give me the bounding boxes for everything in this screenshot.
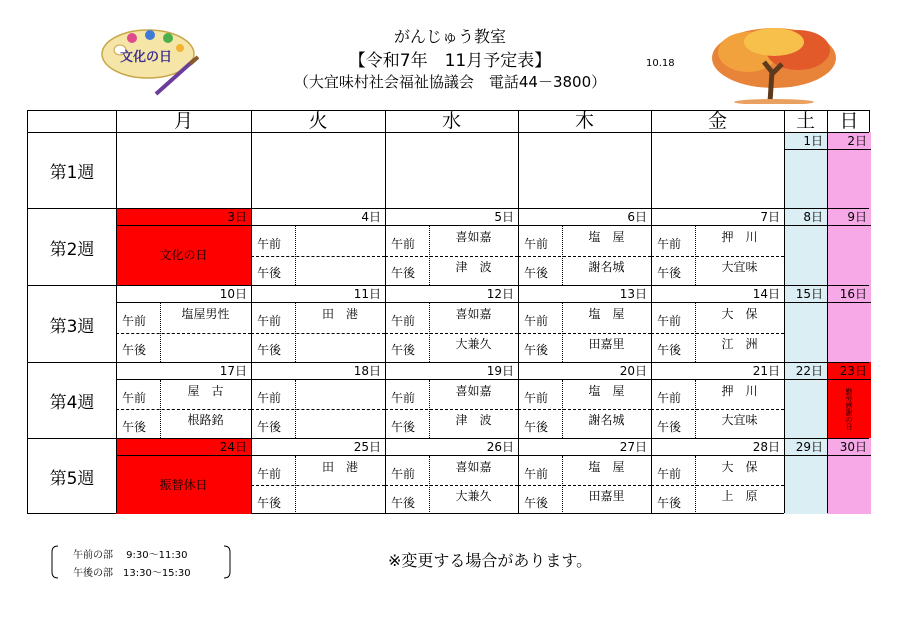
holiday-name: 振替休日: [159, 478, 208, 492]
date-underline: [251, 455, 385, 456]
day-number: 18日: [353, 364, 381, 378]
morning-location: 喜如嘉: [455, 307, 492, 321]
day-number: 19日: [486, 364, 514, 378]
date-underline: [651, 379, 784, 380]
morning-slot-label: 午前: [257, 466, 282, 481]
morning-slot-label: 午前: [391, 390, 416, 405]
afternoon-location: 大宜味: [721, 413, 758, 427]
day-number: 29日: [795, 440, 823, 454]
morning-location: 塩 屋: [588, 460, 625, 474]
slot-divider: [651, 409, 784, 410]
date-underline: [116, 302, 251, 303]
date-underline: [518, 379, 651, 380]
afternoon-slot-label: 午後: [657, 419, 682, 434]
day-number: 9日: [847, 210, 867, 224]
day-number: 6日: [627, 210, 647, 224]
afternoon-location: 津 波: [455, 259, 492, 274]
date-underline: [385, 302, 518, 303]
date-underline: [827, 149, 871, 150]
morning-slot-label: 午前: [391, 313, 416, 328]
date-underline: [651, 455, 784, 456]
afternoon-slot-label: 午後: [657, 266, 682, 281]
afternoon-slot-label: 午後: [257, 419, 282, 434]
day-number: 16日: [839, 287, 867, 301]
weekday-header: 月: [173, 110, 193, 132]
morning-location: 喜如嘉: [455, 384, 492, 398]
day-number: 13日: [619, 287, 647, 301]
afternoon-slot-label: 午後: [524, 495, 549, 510]
issue-date: 10.18: [646, 58, 675, 69]
morning-location: 喜如嘉: [455, 230, 492, 244]
week-label: 第5週: [49, 469, 95, 489]
day-number: 25日: [353, 440, 381, 454]
afternoon-slot-label: 午後: [524, 419, 549, 434]
week-label: 第4週: [49, 393, 95, 413]
morning-location: 喜如嘉: [455, 460, 492, 474]
day-number: 11日: [353, 287, 381, 301]
slot-divider: [651, 485, 784, 486]
morning-location: 田 港: [321, 460, 358, 474]
day-number: 7日: [760, 210, 780, 224]
afternoon-slot-label: 午後: [524, 266, 549, 281]
date-underline: [518, 302, 651, 303]
morning-location: 大 保: [721, 460, 758, 474]
afternoon-slot-label: 午後: [391, 419, 416, 434]
date-underline: [385, 225, 518, 226]
slot-divider: [385, 256, 518, 257]
morning-location: 塩 屋: [588, 384, 625, 398]
slot-divider: [116, 333, 251, 334]
weekday-header: 木: [574, 110, 594, 132]
slot-divider: [385, 485, 518, 486]
morning-location: 押 川: [721, 384, 758, 398]
slot-divider: [251, 409, 385, 410]
day-number: 22日: [795, 364, 823, 378]
legend-afternoon: 午後の部 13:30～15:30: [73, 568, 191, 579]
day-number: 28日: [752, 440, 780, 454]
morning-slot-label: 午前: [391, 466, 416, 481]
schedule-title: 【令和7年 11月予定表】: [348, 51, 552, 71]
morning-location: 押 川: [721, 230, 758, 244]
morning-slot-label: 午前: [657, 313, 682, 328]
day-number: 3日: [227, 210, 247, 224]
afternoon-location: 津 波: [455, 413, 492, 427]
session-hours-legend: [50, 544, 232, 580]
date-underline: [784, 149, 827, 150]
week-label: 第1週: [49, 163, 95, 183]
morning-slot-label: 午前: [257, 313, 282, 328]
date-underline: [518, 455, 651, 456]
week-label: 第3週: [49, 316, 95, 337]
afternoon-location: 大兼久: [455, 336, 492, 351]
holiday-name: 文化の日: [159, 248, 208, 262]
date-underline: [251, 302, 385, 303]
afternoon-slot-label: 午後: [657, 343, 682, 358]
slot-divider: [518, 409, 651, 410]
afternoon-location: 上 原: [721, 489, 758, 503]
day-number: 21日: [752, 364, 780, 378]
schedule-grid: [27, 110, 870, 514]
date-underline: [784, 455, 827, 456]
morning-slot-label: 午前: [122, 313, 147, 328]
slot-divider: [385, 333, 518, 334]
date-underline: [651, 225, 784, 226]
day-number: 10日: [219, 287, 247, 301]
slot-label-separator: [295, 226, 296, 285]
afternoon-slot-label: 午後: [257, 495, 282, 510]
week-label: 第2週: [49, 239, 95, 260]
afternoon-location: 田嘉里: [588, 489, 625, 503]
date-underline: [385, 455, 518, 456]
date-underline: [827, 302, 871, 303]
slot-label-separator: [295, 380, 296, 438]
day-number: 8日: [803, 210, 823, 224]
morning-slot-label: 午前: [524, 390, 549, 405]
date-underline: [827, 379, 871, 380]
afternoon-location: 大宜味: [721, 259, 758, 274]
legend-morning: 午前の部 9:30～11:30: [73, 550, 188, 561]
morning-slot-label: 午前: [524, 313, 549, 328]
morning-location: 塩 屋: [588, 307, 625, 321]
afternoon-location: 田嘉里: [588, 336, 625, 351]
afternoon-slot-label: 午後: [524, 343, 549, 358]
day-number: 1日: [803, 134, 823, 148]
day-number: 15日: [795, 287, 823, 301]
morning-slot-label: 午前: [257, 236, 282, 251]
weekday-header: 金: [707, 110, 727, 132]
afternoon-location: 謝名城: [588, 413, 625, 427]
afternoon-location: 大兼久: [455, 489, 492, 503]
day-number: 24日: [219, 440, 247, 454]
slot-divider: [518, 333, 651, 334]
morning-slot-label: 午前: [657, 390, 682, 405]
morning-slot-label: 午前: [657, 236, 682, 251]
day-number: 2日: [847, 134, 867, 148]
date-underline: [251, 225, 385, 226]
morning-slot-label: 午前: [122, 390, 147, 405]
morning-location: 屋 古: [187, 384, 224, 398]
slot-divider: [251, 333, 385, 334]
weekday-header: 水: [441, 110, 461, 132]
afternoon-slot-label: 午後: [391, 495, 416, 510]
morning-location: 田 港: [321, 307, 358, 321]
date-underline: [518, 225, 651, 226]
slot-divider: [518, 256, 651, 257]
day-number: 5日: [494, 210, 514, 224]
date-underline: [116, 225, 251, 226]
morning-slot-label: 午前: [257, 390, 282, 405]
slot-divider: [251, 485, 385, 486]
date-underline: [784, 225, 827, 226]
svg-text:文化の日: 文化の日: [119, 49, 173, 64]
grid-row-line: [28, 132, 869, 133]
day-number: 27日: [619, 440, 647, 454]
afternoon-slot-label: 午後: [122, 419, 147, 434]
morning-location: 塩 屋: [588, 230, 625, 244]
slot-divider: [251, 256, 385, 257]
weekday-header: 火: [308, 110, 328, 132]
date-underline: [116, 455, 251, 456]
afternoon-slot-label: 午後: [257, 266, 282, 281]
day-number: 12日: [486, 287, 514, 301]
afternoon-location: 根路銘: [187, 413, 224, 427]
day-number: 17日: [219, 364, 247, 378]
holiday-name: 勤労感謝の日: [845, 388, 853, 430]
change-notice: ※変更する場合があります。: [388, 551, 593, 570]
afternoon-location: 謝名城: [588, 259, 625, 274]
contact-info: （大宜味村社会福祉協議会 電話44－3800）: [293, 73, 607, 91]
afternoon-slot-label: 午後: [257, 343, 282, 358]
day-number: 4日: [361, 210, 381, 224]
day-number: 20日: [619, 364, 647, 378]
morning-slot-label: 午前: [524, 236, 549, 251]
date-underline: [784, 379, 827, 380]
slot-divider: [116, 409, 251, 410]
slot-divider: [651, 333, 784, 334]
morning-location: 大 保: [721, 307, 758, 321]
morning-slot-label: 午前: [391, 236, 416, 251]
slot-divider: [651, 256, 784, 257]
date-underline: [827, 455, 871, 456]
afternoon-slot-label: 午後: [122, 343, 147, 358]
morning-location: 塩屋男性: [181, 307, 230, 321]
date-underline: [251, 379, 385, 380]
weekday-header: 日: [839, 110, 859, 132]
afternoon-slot-label: 午後: [391, 343, 416, 358]
date-underline: [827, 225, 871, 226]
day-number: 23日: [839, 364, 867, 378]
day-number: 30日: [839, 440, 867, 454]
day-number: 14日: [752, 287, 780, 301]
day-number: 26日: [486, 440, 514, 454]
afternoon-slot-label: 午後: [391, 266, 416, 281]
morning-slot-label: 午前: [657, 466, 682, 481]
slot-divider: [385, 409, 518, 410]
weekday-header: 土: [795, 110, 815, 132]
slot-divider: [518, 485, 651, 486]
date-underline: [784, 302, 827, 303]
date-underline: [385, 379, 518, 380]
date-underline: [116, 379, 251, 380]
date-underline: [651, 302, 784, 303]
afternoon-location: 江 洲: [721, 336, 758, 351]
afternoon-slot-label: 午後: [657, 495, 682, 510]
morning-slot-label: 午前: [524, 466, 549, 481]
org-name: がんじゅう教室: [393, 27, 506, 46]
